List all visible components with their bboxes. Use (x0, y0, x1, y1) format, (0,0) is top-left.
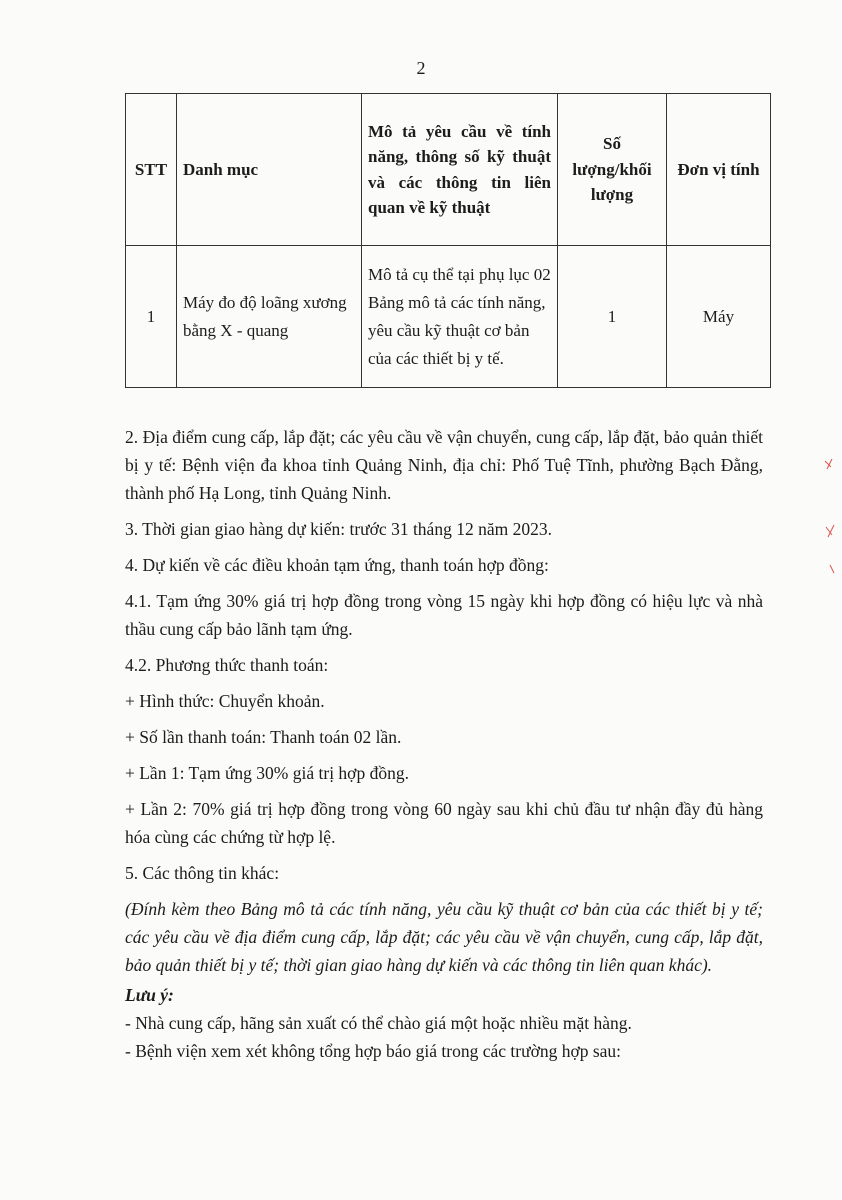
note-title: Lưu ý: (125, 985, 174, 1005)
other-info-title: 5. Các thông tin khác: (125, 863, 280, 883)
cell-category: Máy đo độ loãng xương bằng X - quang (177, 246, 362, 388)
cell-description: Mô tả cụ thể tại phụ lục 02 Bảng mô tả các tính năng, yêu cầu kỹ thuật cơ bản của các thiết bị y tế. (362, 246, 558, 388)
delivery-time-paragraph: 3. Thời gian giao hàng dự kiến: trước 31 tháng 12 năm 2023. (125, 519, 552, 539)
installment-2: + Lần 2: 70% giá trị hợp đồng trong vòng 60 ngày sau khi chủ đầu tư nhận đầy đủ hàng hóa cùng các chứng từ hợp lệ. (125, 799, 763, 847)
advance-paragraph: 4.1. Tạm ứng 30% giá trị hợp đồng trong vòng 15 ngày khi hợp đồng có hiệu lực và nhà thầu cung cấp bảo lãnh tạm ứng. (125, 591, 763, 639)
header-category: Danh mục (177, 94, 362, 246)
specification-table (125, 93, 771, 388)
table-header-row (126, 94, 771, 246)
payment-terms-title: 4. Dự kiến về các điều khoản tạm ứng, thanh toán hợp đồng: (125, 555, 549, 575)
page-number: 2 (416, 58, 426, 78)
table-row (126, 246, 771, 388)
payment-form: + Hình thức: Chuyển khoản. (125, 691, 325, 711)
payment-method-title: 4.2. Phương thức thanh toán: (125, 655, 329, 675)
header-unit: Đơn vị tính (667, 94, 771, 246)
cell-unit: Máy (667, 246, 771, 388)
payment-installments: + Số lần thanh toán: Thanh toán 02 lần. (125, 727, 402, 747)
header-description: Mô tả yêu cầu về tính năng, thông số kỹ thuật và các thông tin liên quan về kỹ thuật (362, 94, 558, 246)
note-item-1: - Nhà cung cấp, hãng sản xuất có thể chào giá một hoặc nhiều mặt hàng. (125, 1013, 632, 1033)
stamp-marks-decoration (822, 455, 840, 585)
note-item-2: - Bệnh viện xem xét không tổng hợp báo giá trong các trường hợp sau: (125, 1041, 622, 1061)
location-paragraph: 2. Địa điểm cung cấp, lắp đặt; các yêu cầu về vận chuyển, cung cấp, lắp đặt, bảo quản thiết bị y tế: Bệnh viện đa khoa tỉnh Quảng Ninh, địa chỉ: Phố Tuệ Tĩnh, phường Bạch Đằng, thành phố Hạ Long, tỉnh Quảng Ninh. (125, 427, 763, 503)
cell-stt: 1 (126, 246, 177, 388)
document-body (125, 423, 763, 1065)
header-quantity: Số lượng/khối lượng (558, 94, 667, 246)
installment-1: + Lần 1: Tạm ứng 30% giá trị hợp đồng. (125, 763, 409, 783)
other-info-note: (Đính kèm theo Bảng mô tả các tính năng, yêu cầu kỹ thuật cơ bản của các thiết bị y tế; các yêu cầu về địa điểm cung cấp, lắp đặt; các yêu cầu về vận chuyển, cung cấp, lắp đặt, bảo quản thiết bị y tế; thời gian giao hàng dự kiến và các thông tin liên quan khác). (125, 899, 763, 975)
header-stt: STT (126, 94, 177, 246)
cell-quantity: 1 (558, 246, 667, 388)
